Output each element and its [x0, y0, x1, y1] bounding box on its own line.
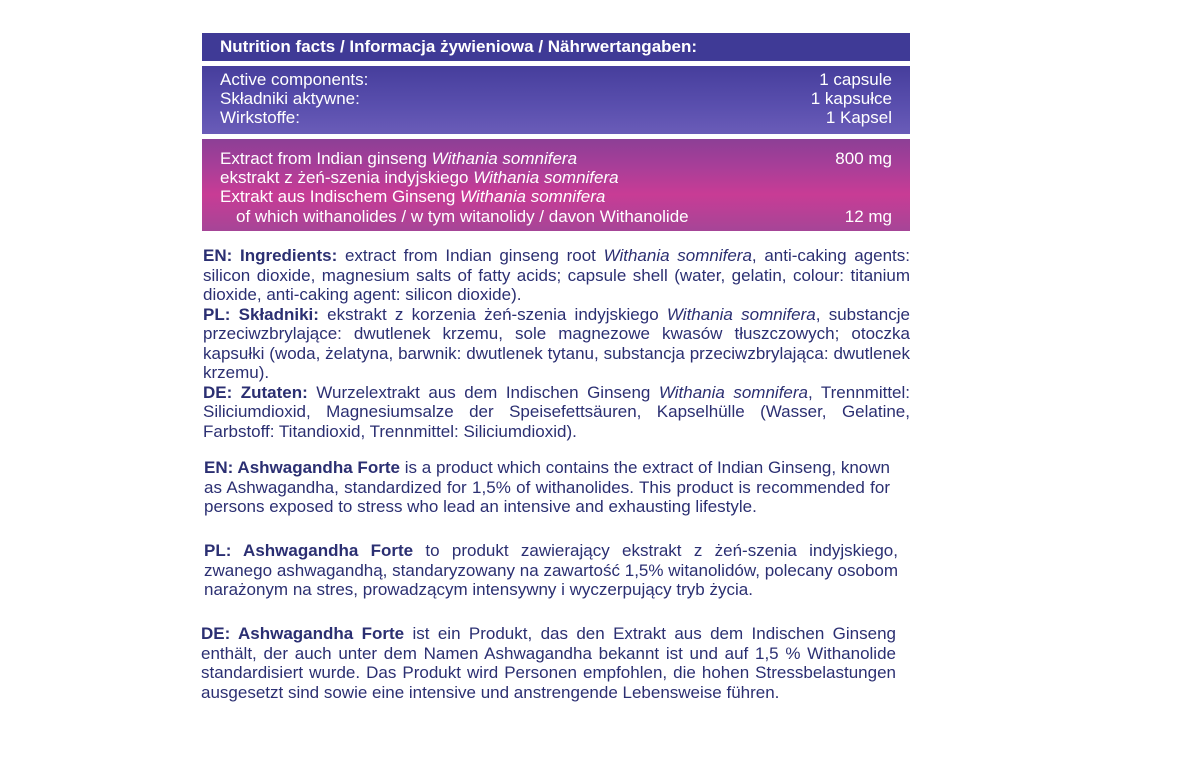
withanolides-row — [236, 207, 892, 226]
extract-de-text: Extrakt aus Indischem Ginseng — [220, 187, 461, 206]
ingredients-pl-latin: Withania somnifera — [666, 304, 816, 324]
active-label: Active components: — [220, 70, 369, 89]
active-label: Wirkstoffe: — [220, 108, 300, 127]
extract-row-en — [220, 149, 892, 168]
active-label: Składniki aktywne: — [220, 89, 360, 108]
ingredients-de-text-2: , Trennmittel: Siliciumdioxid, Magnesiumsalze der Speisefettsäuren, Kapselhülle (Wasser, Gelatine, Farbstoff: Titandioxid, Trennmittel: Siliciumdioxid). — [203, 382, 911, 441]
description-de-text: ist ein Produkt, das den Extrakt aus dem Indischen Ginseng enthält, der auch unter dem Namen Ashwagandha bekannt ist und auf 1,5 % Withanolide standardisiert wurde. Das Produkt wird Personen empfohlen, die hohen Stressbelastungen ausgesetzt sind sowie eine intensive und anstrengende Lebensweise führen. — [201, 624, 896, 702]
description-en-label: EN: Ashwagandha Forte — [204, 458, 400, 477]
nutrition-facts-header: Nutrition facts / Informacja żywieniowa / Nährwertangaben: — [202, 33, 910, 61]
ingredients-block — [203, 246, 910, 441]
ingredients-pl — [203, 305, 910, 383]
ingredients-en-text: extract from Indian ginseng root — [337, 246, 604, 265]
ingredients-en — [203, 246, 910, 305]
description-pl-text: to produkt zawierający ekstrakt z żeń-szenia indyjskiego, zwanego ashwagandhą, standaryzowany na zawartość 1,5% witanolidów, polecany osobom narażonym na stres, prowadzącym intensywny i wyczerpujący tryb życia. — [204, 541, 898, 599]
description-en-text: is a product which contains the extract of Indian Ginseng, known as Ashwagandha, standardized for 1,5% of withanolides. This product is recommended for persons exposed to stress who lead an intensive and exhausting lifestyle. — [204, 458, 890, 516]
extract-band — [202, 139, 910, 231]
ingredients-de-text: Wurzelextrakt aus dem Indischen Ginseng — [307, 382, 659, 402]
ingredients-pl-label: PL: Składniki: — [203, 304, 319, 324]
ingredients-de-latin: Withania somnifera — [658, 382, 808, 402]
extract-en-text: Extract from Indian ginseng — [220, 149, 432, 168]
withanolides-amount: 12 mg — [844, 207, 892, 226]
ingredients-de — [203, 383, 910, 442]
extract-pl-latin: Withania somnifera — [473, 168, 619, 187]
ingredients-en-latin: Withania somnifera — [603, 246, 752, 265]
active-value: 1 Kapsel — [825, 108, 892, 127]
description-de — [201, 624, 896, 702]
ingredients-pl-text: ekstrakt z korzenia żeń-szenia indyjskiego — [318, 304, 667, 324]
active-row — [220, 89, 892, 108]
extract-amount: 800 mg — [835, 149, 892, 168]
extract-row-de — [220, 187, 892, 206]
active-row — [220, 70, 892, 89]
active-row — [220, 108, 892, 127]
ingredients-en-label: EN: Ingredients: — [203, 246, 338, 265]
extract-de-latin: Withania somnifera — [460, 187, 606, 206]
description-de-label: DE: Ashwagandha Forte — [201, 624, 405, 643]
ingredients-en-text-2: , anti-caking agents: silicon dioxide, magnesium salts of fatty acids; capsule shell (water, gelatin, colour: titanium dioxide, anti-caking agent: silicon dioxide). — [203, 246, 910, 304]
nutrition-facts-table — [202, 33, 910, 231]
ingredients-de-label: DE: Zutaten: — [203, 382, 308, 402]
description-en — [204, 458, 890, 517]
description-pl-label: PL: Ashwagandha Forte — [204, 541, 414, 560]
extract-row-pl — [220, 168, 892, 187]
active-value: 1 kapsułce — [810, 89, 892, 108]
active-value: 1 capsule — [819, 70, 892, 89]
ingredients-pl-text-2: , substancje przeciwzbrylające: dwutlenek krzemu, sole magnezowe kwasów tłuszczowych; otoczka kapsułki (woda, żelatyna, barwnik: dwutlenek tytanu, substancja przeciwzbrylająca: dwutlenek krzemu). — [203, 304, 910, 382]
active-components-band — [202, 66, 910, 134]
extract-en-latin: Withania somnifera — [431, 149, 578, 168]
extract-pl-text: ekstrakt z żeń-szenia indyjskiego — [220, 168, 474, 187]
withanolides-label: of which withanolides / w tym witanolidy / davon Withanolide — [236, 207, 689, 226]
description-pl — [204, 541, 898, 600]
